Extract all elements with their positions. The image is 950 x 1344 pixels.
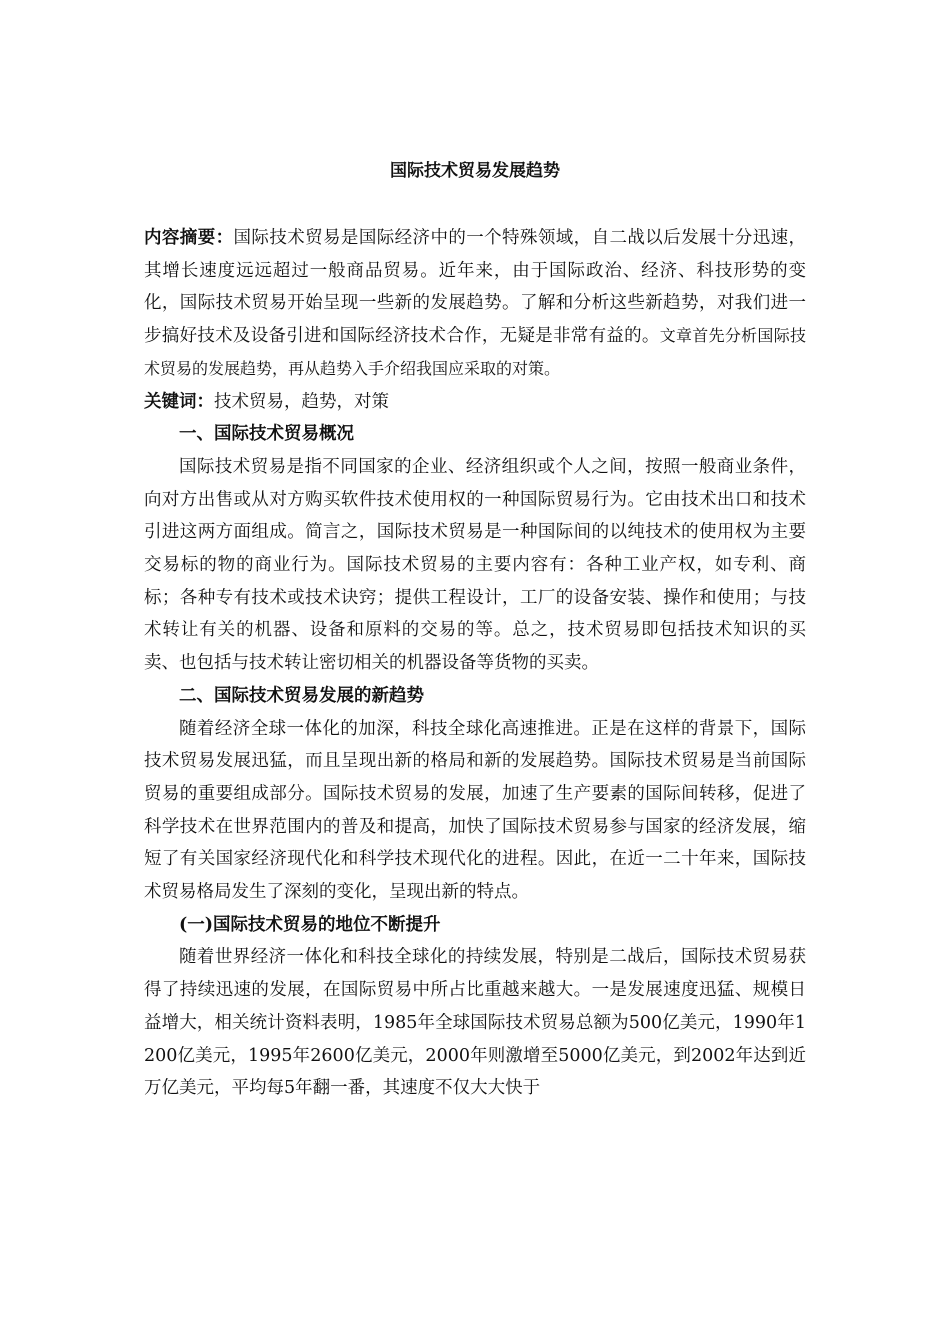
subsection-paragraph-status: 随着世界经济一体化和科技全球化的持续发展，特别是二战后，国际技术贸易获得了持续迅速的发展，在国际贸易中所占比重越来越大。一是发展速度迅猛、规模日益增大，相关统计资料表明，1985年全球国际技术贸易总额为500亿美元，1990年1200亿美元，1995年2600亿美元，2000年则激增至5000亿美元，到2002年达到近万亿美元，平均每5年翻一番，其速度不仅大大快于 [144,947,806,1099]
abstract-text: 国际技术贸易是国际经济中的一个特殊领域，自二战以后发展十分迅速，其增长速度远远超过一般商品贸易。近年来，由于国际政治、经济、科技形势的变化，国际技术贸易开始呈现一些新的发展趋势。了解和分析这些新趋势，对我们进一步搞好技术及设备引进和国际经济技术合作，无疑是非常有益的。 [144,228,806,347]
subsection-heading-status: (一)国际技术贸易的地位不断提升 [179,914,441,935]
keywords-label: 关键词： [144,391,214,412]
document-body [144,222,806,1105]
section-heading-overview: 一、国际技术贸易概况 [179,424,354,445]
keywords-text: 技术贸易，趋势，对策 [214,391,389,412]
abstract-paragraph [144,222,806,386]
section-paragraph-overview: 国际技术贸易是指不同国家的企业、经济组织或个人之间，按照一般商业条件，向对方出售或从对方购买软件技术使用权的一种国际贸易行为。它由技术出口和技术引进这两方面组成。简言之，国际技术贸易是一种国际间的以纯技术的使用权为主要交易标的物的商业行为。国际技术贸易的主要内容有：各种工业产权，如专利、商标；各种专有技术或技术诀窍；提供工程设计，工厂的设备安装、操作和使用；与技术转让有关的机器、设备和原料的交易的等。总之，技术贸易即包括技术知识的买卖、也包括与技术转让密切相关的机器设备等货物的买卖。 [144,456,806,674]
section-heading-trends: 二、国际技术贸易发展的新趋势 [179,685,424,706]
keywords-line [144,386,806,419]
abstract-text-small: 文章首先分析国际技术贸易的发展趋势，再从趋势入手介绍我国应采取的对策。 [144,326,806,378]
abstract-label: 内容摘要： [144,228,234,248]
section-paragraph-trends: 随着经济全球一体化的加深，科技全球化高速推进。正是在这样的背景下，国际技术贸易发展迅猛，而且呈现出新的格局和新的发展趋势。国际技术贸易是当前国际贸易的重要组成部分。国际技术贸易的发展，加速了生产要素的国际间转移，促进了科学技术在世界范围内的普及和提高，加快了国际技术贸易参与国家的经济发展，缩短了有关国家经济现代化和科学技术现代化的进程。因此，在近一二十年来，国际技术贸易格局发生了深刻的变化，呈现出新的特点。 [144,718,806,903]
document-title: 国际技术贸易发展趋势 [390,161,560,181]
